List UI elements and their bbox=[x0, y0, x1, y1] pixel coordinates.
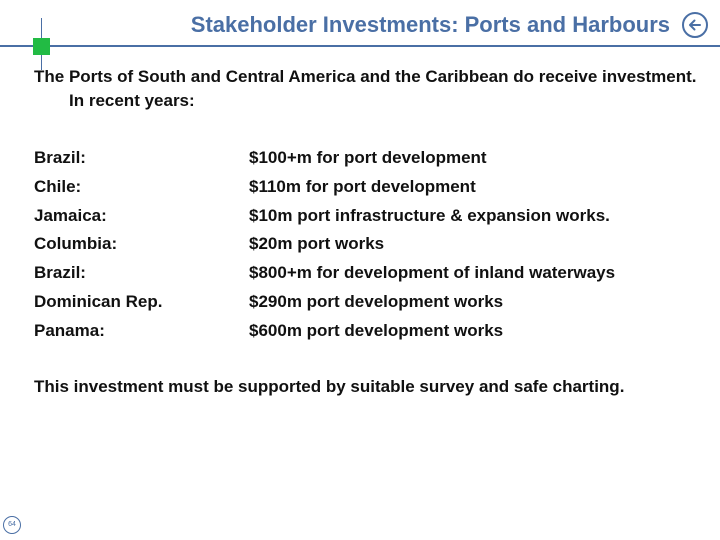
country-label: Brazil: bbox=[34, 148, 86, 167]
country-label: Brazil: bbox=[34, 263, 86, 283]
header-marker bbox=[33, 38, 50, 55]
investment-amount: $290m port development works bbox=[249, 291, 504, 311]
country-label: Chile: bbox=[34, 176, 82, 196]
back-arrow-icon bbox=[687, 17, 703, 33]
investment-amount: $600m port development works bbox=[249, 320, 504, 340]
investment-amount: $100+m for port development bbox=[249, 148, 487, 167]
header-rule bbox=[0, 45, 720, 47]
investment-amount: $10m port infrastructure & expansion works. bbox=[249, 205, 610, 225]
back-button[interactable] bbox=[682, 12, 708, 38]
page-number: 64 bbox=[3, 516, 21, 534]
investment-amount: $800+m for development of inland waterways bbox=[249, 263, 616, 283]
country-list bbox=[34, 144, 162, 346]
country-label: Columbia: bbox=[34, 234, 118, 254]
investment-amount: $110m for port development bbox=[249, 176, 476, 196]
country-label: Panama: bbox=[34, 320, 105, 340]
country-label: Dominican Rep. bbox=[34, 291, 163, 311]
investment-amount: $20m port works bbox=[249, 234, 385, 254]
footer-text: This investment must be supported by suitable survey and safe charting. bbox=[34, 377, 625, 396]
investment-list bbox=[249, 144, 615, 346]
country-label: Jamaica: bbox=[34, 205, 107, 225]
slide-title: Stakeholder Investments: Ports and Harbours bbox=[190, 12, 670, 37]
intro-text: The Ports of South and Central America and the Caribbean do receive investment. In recent years: bbox=[34, 67, 697, 110]
